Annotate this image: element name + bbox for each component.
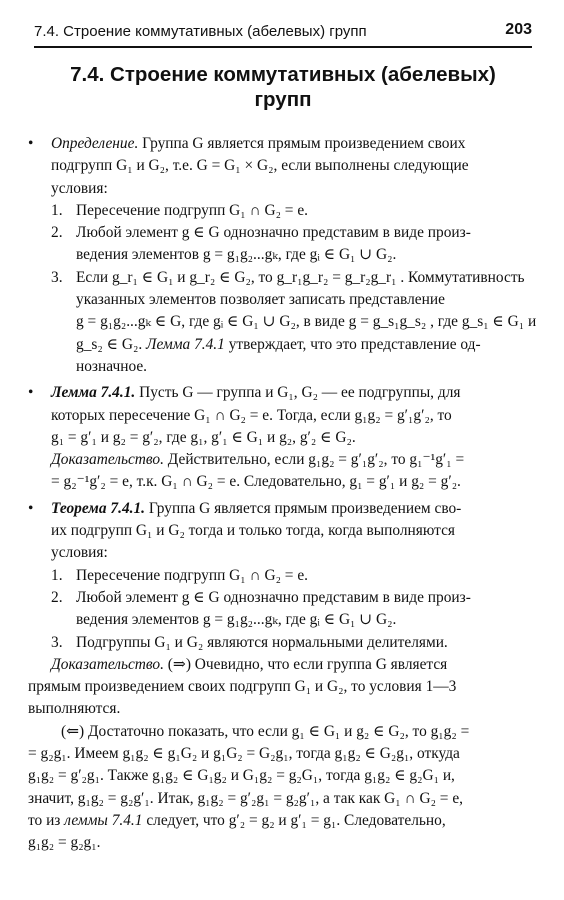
lemma-reference: Лемма 7.4.1 [146,335,225,353]
definition-text: подгрупп G₁ и G₂, т.е. G = G₁ × G₂, если выполнены следующие [51,157,469,175]
definition-text: Группа G является прямым произведением своих [138,135,466,152]
proof-text: то из [28,811,65,829]
lemma-label: Лемма 7.4.1. [51,384,136,402]
list-item: нозначное. [76,357,148,375]
definition-text: условия: [51,179,108,197]
list-number: 1. [51,566,63,584]
proof-text: g₁g₂ = g′₂g₁. Также g₁g₂ ∈ G₁g₂ и G₁g₂ = g₂G₁, тогда g₁g₂ ∈ g₂G₁ и, [28,767,455,785]
page-number: 203 [505,21,532,38]
proof-text: g₁g₂ = g₂g₁. [28,834,101,852]
theorem-text: условия: [51,544,108,562]
list-number: 3. [51,268,63,286]
theorem-block [28,498,534,855]
list-item: указанных элементов позволяет записать представление [76,291,445,309]
page-body [28,133,537,855]
list-item: ведения элементов g = g₁g₂...gₖ, где gᵢ ∈ G₁ ∪ G₂. [76,246,397,264]
section-title-line-2: групп [254,88,312,111]
proof-label: Доказательство. [51,655,164,673]
proof-text: выполняются. [28,700,121,718]
section-title [34,62,532,112]
list-item: Если g_r₁ ∈ G₁ и g_r₂ ∈ G₂, то g_r₁g_r₂ = g_r₂g_r₁ . Коммутативность [76,268,525,286]
list-item: Пересечение подгрупп G₁ ∩ G₂ = e. [76,566,309,584]
lemma-text: Пусть G — группа и G₁, G₂ — ее подгруппы, для [135,384,461,402]
list-item: Подгруппы G₁ и G₂ являются нормальными делителями. [76,633,448,651]
list-item: Любой элемент g ∈ G однозначно представим в виде произ- [76,224,471,242]
theorem-text: их подгрупп G₁ и G₂ тогда и только тогда, когда выполняются [51,522,455,540]
definition-block [28,133,537,378]
lemma-text: которых пересечение G₁ ∩ G₂ = e. Тогда, если g₁g₂ = g′₁g′₂, то [51,406,452,424]
proof-text: (⇒) Очевидно, что если группа G является [163,655,448,673]
bullet-icon: • [28,499,34,517]
proof-text: Действительно, если g₁g₂ = g′₁g′₂, то g₁⁻¹g′₁ = [163,451,465,469]
proof-text: = g₂g₁. Имеем g₁g₂ ∈ g₁G₂ и g₁G₂ = G₂g₁, тогда g₁g₂ ∈ G₂g₁, откуда [28,745,460,763]
proof-text: = g₂⁻¹g′₂ = e, т.к. G₁ ∩ G₂ = e. Следовательно, g₁ = g′₁ и g₂ = g′₂. [51,473,461,491]
running-header [34,20,532,48]
list-item: ведения элементов g = g₁g₂...gₖ, где gᵢ ∈ G₁ ∪ G₂. [76,611,397,629]
proof-text: следует, что g′₂ = g₂ и g′₁ = g₁. Следовательно, [142,811,446,829]
proof-text: значит, g₁g₂ = g₂g′₁. Итак, g₁g₂ = g′₂g₁ = g₂g′₁, а так как G₁ ∩ G₂ = e, [28,789,464,807]
list-number: 2. [51,588,63,606]
proof-label: Доказательство. [51,451,164,469]
lemma-text: g₁ = g′₁ и g₂ = g′₂, где g₁, g′₁ ∈ G₁ и g₂, g′₂ ∈ G₂. [51,428,356,446]
bullet-icon: • [28,384,34,402]
proof-text: (⇐) Достаточно показать, что если g₁ ∈ G₁ и g₂ ∈ G₂, то g₁g₂ = [61,722,470,740]
list-number: 2. [51,224,63,242]
theorem-text: Группа G является прямым произведением сво- [145,499,462,517]
theorem-label: Теорема 7.4.1. [51,499,146,517]
section-title-line-1: 7.4. Строение коммутативных (абелевых) [70,63,496,86]
bullet-icon: • [28,135,34,152]
list-item: Любой элемент g ∈ G однозначно представим в виде произ- [76,588,471,606]
list-item: g_s₂ ∈ G₂. [76,335,147,353]
definition-label: Определение. [51,135,139,152]
lemma-block [28,382,534,493]
list-number: 3. [51,633,63,651]
lemma-reference: леммы 7.4.1 [64,811,143,829]
list-item: Пересечение подгрупп G₁ ∩ G₂ = e. [76,201,309,219]
list-item: g = g₁g₂...gₖ ∈ G, где gᵢ ∈ G₁ ∪ G₂, в виде g = g_s₁g_s₂ , где g_s₁ ∈ G₁ и [76,313,537,331]
proof-text: прямым произведением своих подгрупп G₁ и G₂, то условия 1—3 [28,678,457,696]
list-number: 1. [51,201,63,219]
running-title: 7.4. Строение коммутативных (абелевых) групп [34,23,367,40]
list-item: утверждает, что это представление од- [224,335,481,353]
